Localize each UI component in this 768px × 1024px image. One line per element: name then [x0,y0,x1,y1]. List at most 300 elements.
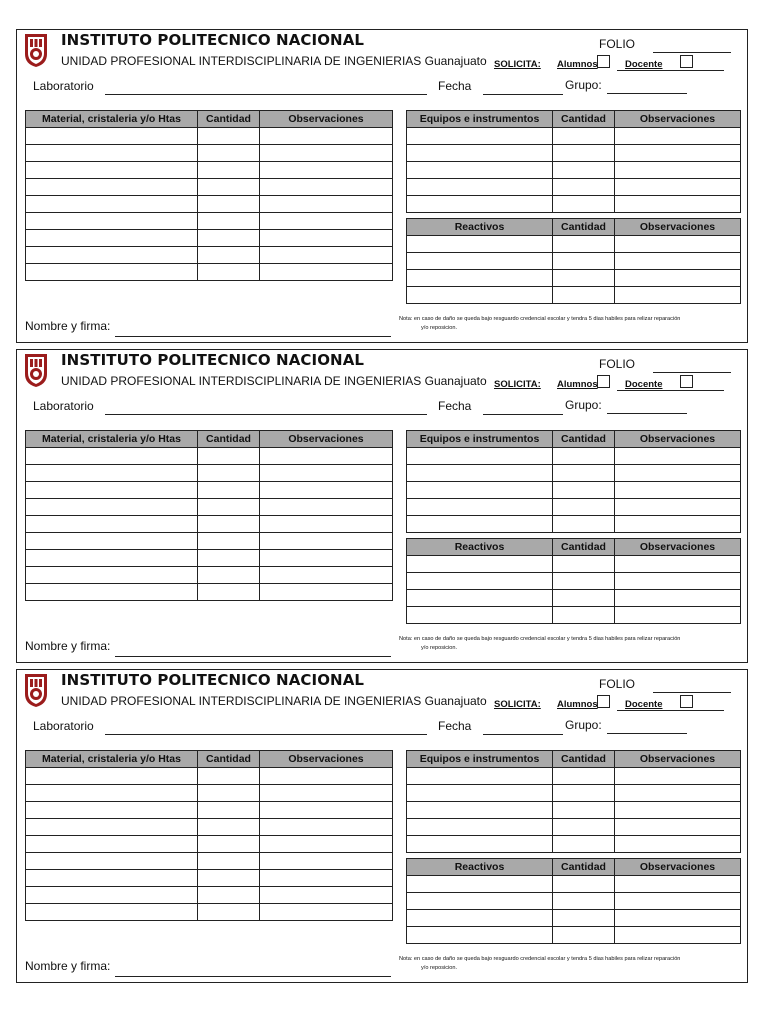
table-row [407,876,741,893]
material-header: Material, cristaleria y/o Htas [26,751,198,768]
observaciones-header: Observaciones [615,751,741,768]
table-cell[interactable] [407,236,553,253]
nombre-firma-field[interactable] [115,656,391,657]
nombre-firma-field[interactable] [115,976,391,977]
table-cell[interactable] [553,785,615,802]
table-row [26,213,393,230]
table-cell[interactable] [260,213,393,230]
table-row [26,802,393,819]
table-cell[interactable] [407,145,553,162]
table-cell[interactable] [615,927,741,944]
fecha-field[interactable] [483,94,563,95]
table-cell[interactable] [198,213,260,230]
observaciones-header: Observaciones [615,219,741,236]
table-cell[interactable] [26,162,198,179]
table-cell[interactable] [260,162,393,179]
table-cell[interactable] [615,893,741,910]
table-cell[interactable] [26,196,198,213]
solicita-label: SOLICITA: [494,59,541,70]
table-cell[interactable] [198,499,260,516]
table-cell[interactable] [26,819,198,836]
table-cell[interactable] [26,584,198,601]
docente-checkbox[interactable] [680,375,693,388]
table-cell[interactable] [553,573,615,590]
cantidad-header: Cantidad [553,751,615,768]
table-cell[interactable] [198,145,260,162]
table-cell[interactable] [198,482,260,499]
table-cell[interactable] [26,802,198,819]
table-cell[interactable] [260,482,393,499]
nombre-firma-label: Nombre y firma: [25,959,111,973]
cantidad-header: Cantidad [553,431,615,448]
table-cell[interactable] [26,567,198,584]
table-cell[interactable] [553,836,615,853]
laboratorio-label: Laboratorio [33,399,94,413]
equipos-header: Equipos e instrumentos [407,111,553,128]
nota-text [399,955,747,973]
table-cell[interactable] [553,819,615,836]
table-row [26,533,393,550]
table-cell[interactable] [615,802,741,819]
table-row [26,499,393,516]
reactivos-header: Reactivos [407,859,553,876]
fecha-field[interactable] [483,734,563,735]
table-cell[interactable] [407,607,553,624]
reactivos-table [406,538,741,624]
table-cell[interactable] [198,264,260,281]
table-row [407,556,741,573]
table-row [26,247,393,264]
table-cell[interactable] [553,499,615,516]
alumnos-checkbox[interactable] [597,375,610,388]
institute-title: INSTITUTO POLITECNICO NACIONAL [61,351,365,369]
nota-line-2: y/o reposicion. [421,325,458,331]
table-cell[interactable] [26,448,198,465]
table-row [407,196,741,213]
table-row [407,573,741,590]
table-cell[interactable] [615,253,741,270]
table-row [26,567,393,584]
laboratorio-label: Laboratorio [33,79,94,93]
table-cell[interactable] [198,785,260,802]
folio-field[interactable] [653,372,731,373]
table-cell[interactable] [407,516,553,533]
reactivos-table [406,218,741,304]
table-row [26,482,393,499]
nombre-firma-field[interactable] [115,336,391,337]
table-cell[interactable] [407,819,553,836]
table-cell[interactable] [198,870,260,887]
table-cell[interactable] [553,179,615,196]
equipos-table [406,750,741,853]
material-table [25,110,393,281]
folio-label: FOLIO [599,357,636,371]
table-cell[interactable] [407,876,553,893]
observaciones-header: Observaciones [260,431,393,448]
table-cell[interactable] [407,556,553,573]
table-cell[interactable] [407,590,553,607]
table-cell[interactable] [407,785,553,802]
observaciones-header: Observaciones [615,539,741,556]
solicita-label: SOLICITA: [494,379,541,390]
table-cell[interactable] [260,550,393,567]
table-cell[interactable] [553,448,615,465]
table-cell[interactable] [553,465,615,482]
table-cell[interactable] [615,819,741,836]
table-cell[interactable] [615,556,741,573]
alumnos-checkbox[interactable] [597,695,610,708]
table-row [26,870,393,887]
table-row [26,904,393,921]
table-cell[interactable] [198,904,260,921]
table-row [26,230,393,247]
docente-underline [617,390,724,391]
table-cell[interactable] [615,270,741,287]
table-cell[interactable] [260,465,393,482]
table-cell[interactable] [615,836,741,853]
table-row [26,785,393,802]
institute-title: INSTITUTO POLITECNICO NACIONAL [61,31,365,49]
table-cell[interactable] [615,785,741,802]
grupo-label: Grupo: [565,718,602,732]
table-cell[interactable] [198,128,260,145]
table-row [26,145,393,162]
table-cell[interactable] [615,910,741,927]
table-cell[interactable] [26,247,198,264]
table-cell[interactable] [553,607,615,624]
table-cell[interactable] [553,253,615,270]
table-cell[interactable] [615,287,741,304]
institute-title: INSTITUTO POLITECNICO NACIONAL [61,671,365,689]
laboratorio-field[interactable] [105,414,427,415]
table-cell[interactable] [407,287,553,304]
table-row [26,550,393,567]
equipos-table [406,430,741,533]
observaciones-header: Observaciones [615,431,741,448]
cantidad-header: Cantidad [553,539,615,556]
docente-label: Docente [625,59,663,70]
table-cell[interactable] [260,836,393,853]
folio-field[interactable] [653,52,731,53]
table-row [407,927,741,944]
table-cell[interactable] [553,802,615,819]
table-cell[interactable] [553,287,615,304]
table-cell[interactable] [198,819,260,836]
table-row [26,162,393,179]
table-cell[interactable] [553,236,615,253]
table-cell[interactable] [407,179,553,196]
ipn-logo-icon [23,32,49,68]
table-cell[interactable] [260,145,393,162]
table-row [407,270,741,287]
table-row [407,128,741,145]
table-cell[interactable] [615,465,741,482]
table-cell[interactable] [407,253,553,270]
table-cell[interactable] [26,465,198,482]
table-cell[interactable] [553,482,615,499]
table-cell[interactable] [553,590,615,607]
table-cell[interactable] [615,482,741,499]
grupo-field[interactable] [607,413,687,414]
table-cell[interactable] [407,499,553,516]
table-cell[interactable] [615,448,741,465]
table-cell[interactable] [407,162,553,179]
table-cell[interactable] [407,196,553,213]
table-row [407,287,741,304]
table-cell[interactable] [615,162,741,179]
table-cell[interactable] [615,145,741,162]
table-row [26,836,393,853]
table-cell[interactable] [26,128,198,145]
table-cell[interactable] [615,573,741,590]
table-cell[interactable] [198,448,260,465]
table-cell[interactable] [615,607,741,624]
docente-checkbox[interactable] [680,55,693,68]
material-table [25,430,393,601]
nota-line-1: Nota: en caso de daño se queda bajo resguardo credencial escolar y tendra 5 dias habiles para relizar reparación [399,316,681,322]
cantidad-header: Cantidad [198,751,260,768]
table-cell[interactable] [26,230,198,247]
table-cell[interactable] [198,853,260,870]
table-cell[interactable] [615,196,741,213]
table-row [26,887,393,904]
table-row [407,910,741,927]
table-cell[interactable] [407,270,553,287]
observaciones-header: Observaciones [615,859,741,876]
grupo-field[interactable] [607,733,687,734]
requisition-form [16,349,748,663]
table-cell[interactable] [553,196,615,213]
alumnos-label: Alumnos [557,59,598,70]
table-cell[interactable] [26,887,198,904]
folio-label: FOLIO [599,37,636,51]
material-table [25,750,393,921]
table-row [407,499,741,516]
table-row [407,162,741,179]
laboratorio-field[interactable] [105,94,427,95]
table-cell[interactable] [407,573,553,590]
table-row [407,179,741,196]
table-cell[interactable] [553,893,615,910]
table-cell[interactable] [615,128,741,145]
table-cell[interactable] [407,768,553,785]
table-row [407,482,741,499]
table-cell[interactable] [26,904,198,921]
table-row [26,128,393,145]
docente-label: Docente [625,699,663,710]
cantidad-header: Cantidad [198,431,260,448]
table-cell[interactable] [26,550,198,567]
table-cell[interactable] [260,516,393,533]
alumnos-label: Alumnos [557,379,598,390]
nombre-firma-label: Nombre y firma: [25,639,111,653]
cantidad-header: Cantidad [198,111,260,128]
table-cell[interactable] [260,887,393,904]
table-cell[interactable] [198,465,260,482]
table-cell[interactable] [198,196,260,213]
table-cell[interactable] [260,802,393,819]
table-cell[interactable] [260,533,393,550]
unit-subtitle: UNIDAD PROFESIONAL INTERDISCIPLINARIA DE INGENIERIAS Guanajuato [61,374,487,388]
alumnos-checkbox[interactable] [597,55,610,68]
laboratorio-field[interactable] [105,734,427,735]
table-cell[interactable] [553,910,615,927]
table-row [407,802,741,819]
table-row [26,465,393,482]
table-cell[interactable] [615,179,741,196]
table-cell[interactable] [260,230,393,247]
table-cell[interactable] [615,768,741,785]
grupo-label: Grupo: [565,398,602,412]
grupo-label: Grupo: [565,78,602,92]
table-cell[interactable] [260,567,393,584]
docente-label: Docente [625,379,663,390]
fecha-label: Fecha [438,399,472,413]
fecha-label: Fecha [438,79,472,93]
table-row [26,179,393,196]
table-cell[interactable] [26,179,198,196]
table-cell[interactable] [198,567,260,584]
table-cell[interactable] [26,516,198,533]
table-row [26,819,393,836]
table-cell[interactable] [407,836,553,853]
table-cell[interactable] [553,556,615,573]
table-cell[interactable] [260,448,393,465]
table-row [407,785,741,802]
table-cell[interactable] [553,876,615,893]
table-row [407,145,741,162]
table-cell[interactable] [26,213,198,230]
requisition-form [16,669,748,983]
table-cell[interactable] [198,162,260,179]
table-cell[interactable] [260,904,393,921]
table-row [26,853,393,870]
table-cell[interactable] [407,128,553,145]
table-cell[interactable] [553,270,615,287]
table-cell[interactable] [260,785,393,802]
table-cell[interactable] [198,584,260,601]
table-cell[interactable] [553,162,615,179]
cantidad-header: Cantidad [553,859,615,876]
reactivos-header: Reactivos [407,219,553,236]
table-cell[interactable] [260,768,393,785]
table-cell[interactable] [198,533,260,550]
table-cell[interactable] [260,179,393,196]
table-cell[interactable] [553,128,615,145]
table-cell[interactable] [407,465,553,482]
table-cell[interactable] [553,516,615,533]
table-cell[interactable] [407,893,553,910]
table-cell[interactable] [615,236,741,253]
ipn-logo-icon [23,672,49,708]
table-cell[interactable] [26,853,198,870]
table-row [26,196,393,213]
cantidad-header: Cantidad [553,111,615,128]
table-cell[interactable] [407,448,553,465]
folio-label: FOLIO [599,677,636,691]
table-row [26,768,393,785]
cantidad-header: Cantidad [553,219,615,236]
table-row [407,448,741,465]
table-cell[interactable] [615,499,741,516]
table-cell[interactable] [260,128,393,145]
reactivos-header: Reactivos [407,539,553,556]
table-row [26,448,393,465]
table-cell[interactable] [26,870,198,887]
table-cell[interactable] [26,836,198,853]
table-cell[interactable] [407,482,553,499]
table-cell[interactable] [26,482,198,499]
table-row [407,893,741,910]
table-cell[interactable] [26,264,198,281]
fecha-field[interactable] [483,414,563,415]
ipn-logo-icon [23,352,49,388]
table-cell[interactable] [198,247,260,264]
table-row [26,584,393,601]
table-cell[interactable] [407,927,553,944]
table-row [26,264,393,281]
table-cell[interactable] [198,768,260,785]
table-row [407,768,741,785]
docente-checkbox[interactable] [680,695,693,708]
grupo-field[interactable] [607,93,687,94]
table-cell[interactable] [260,853,393,870]
table-cell[interactable] [260,196,393,213]
observaciones-header: Observaciones [260,751,393,768]
table-cell[interactable] [26,785,198,802]
table-cell[interactable] [615,876,741,893]
table-cell[interactable] [260,264,393,281]
equipos-table [406,110,741,213]
table-cell[interactable] [198,230,260,247]
table-cell[interactable] [198,887,260,904]
observaciones-header: Observaciones [260,111,393,128]
folio-field[interactable] [653,692,731,693]
table-cell[interactable] [553,145,615,162]
nota-text [399,635,747,653]
fecha-label: Fecha [438,719,472,733]
table-cell[interactable] [407,802,553,819]
table-cell[interactable] [26,768,198,785]
table-cell[interactable] [260,584,393,601]
table-cell[interactable] [407,910,553,927]
table-cell[interactable] [553,768,615,785]
table-row [407,836,741,853]
table-cell[interactable] [198,836,260,853]
table-cell[interactable] [260,819,393,836]
table-cell[interactable] [615,516,741,533]
table-cell[interactable] [198,802,260,819]
material-header: Material, cristaleria y/o Htas [26,431,198,448]
solicita-label: SOLICITA: [494,699,541,710]
table-cell[interactable] [260,247,393,264]
alumnos-label: Alumnos [557,699,598,710]
table-cell[interactable] [198,179,260,196]
table-row [26,516,393,533]
table-cell[interactable] [26,145,198,162]
table-cell[interactable] [198,550,260,567]
requisition-form [16,29,748,343]
observaciones-header: Observaciones [615,111,741,128]
table-cell[interactable] [260,499,393,516]
table-cell[interactable] [198,516,260,533]
unit-subtitle: UNIDAD PROFESIONAL INTERDISCIPLINARIA DE INGENIERIAS Guanajuato [61,54,487,68]
table-cell[interactable] [26,533,198,550]
table-cell[interactable] [260,870,393,887]
table-cell[interactable] [26,499,198,516]
table-cell[interactable] [615,590,741,607]
table-cell[interactable] [553,927,615,944]
